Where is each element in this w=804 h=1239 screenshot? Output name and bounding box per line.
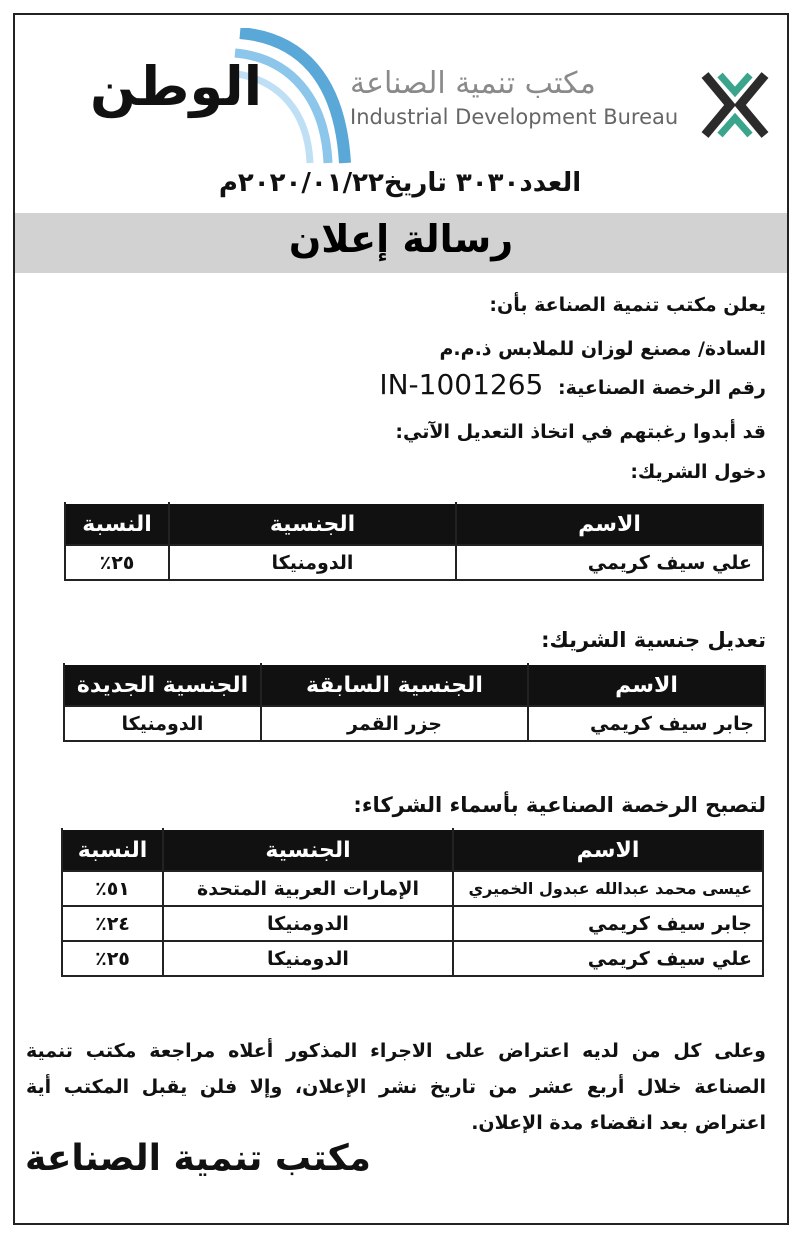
header-nationality: الجنسية <box>163 829 453 871</box>
table-row <box>64 706 765 741</box>
license-label: رقم الرخصة الصناعية: <box>557 377 766 399</box>
header-new-nationality: الجنسية الجديدة <box>64 664 261 706</box>
header-old-nationality: الجنسية السابقة <box>261 664 528 706</box>
partner-nationality: الإمارات العربية المتحدة <box>163 871 453 906</box>
closing-paragraph: وعلى كل من لديه اعتراض على الاجراء المذكور أعلاه مراجعة مكتب تنمية الصناعة خلال أربع عشر من تاريخ نشر الإعلان، وإلا فلن يقبل المكتب أية اعتراض بعد انقضاء مدة الإعلان. <box>26 1040 766 1134</box>
newspaper-logo: الوطن <box>90 55 263 118</box>
partner-name: جابر سيف كريمي <box>453 906 763 941</box>
header-name: الاسم <box>528 664 765 706</box>
intro-line: يعلن مكتب تنمية الصناعة بأن: <box>489 294 766 316</box>
bureau-name-english: Industrial Development Bureau <box>350 105 679 129</box>
header-percent: النسبة <box>65 503 169 545</box>
nationality-change-table <box>63 663 766 742</box>
new-nationality: الدومنيكا <box>64 706 261 741</box>
final-partners-table <box>61 828 764 977</box>
header-percent: النسبة <box>62 829 163 871</box>
partner-nationality: الدومنيكا <box>163 941 453 976</box>
partner-nationality: الدومنيكا <box>163 906 453 941</box>
header-nationality: الجنسية <box>169 503 456 545</box>
table-row <box>62 871 763 906</box>
partner-entry-heading: دخول الشريك: <box>630 461 766 483</box>
partner-percent: ٢٤٪ <box>62 906 163 941</box>
partner-nationality: الدومنيكا <box>169 545 456 580</box>
partner-entry-table <box>64 502 764 581</box>
desire-line: قد أبدوا رغبتهم في اتخاذ التعديل الآتي: <box>395 421 766 443</box>
partner-percent: ٢٥٪ <box>65 545 169 580</box>
final-partners-heading: لتصبح الرخصة الصناعية بأسماء الشركاء: <box>353 793 766 817</box>
partner-name: جابر سيف كريمي <box>528 706 765 741</box>
company-line: السادة/ مصنع لوزان للملابس ذ.م.م <box>439 338 766 360</box>
bureau-logo-icon <box>700 70 770 140</box>
partner-name: عيسى محمد عبدالله عبدول الخميري <box>453 871 763 906</box>
header-name: الاسم <box>456 503 763 545</box>
issue-date-line: العدد٣٠٣٠ تاريخ٢٠٢٠/٠١/٢٢م <box>218 168 582 198</box>
table-row <box>62 906 763 941</box>
partner-percent: ٢٥٪ <box>62 941 163 976</box>
partner-name: علي سيف كريمي <box>456 545 763 580</box>
partner-percent: ٥١٪ <box>62 871 163 906</box>
announcement-title: رسالة إعلان <box>288 217 514 261</box>
header-name: الاسم <box>453 829 763 871</box>
partner-name: علي سيف كريمي <box>453 941 763 976</box>
old-nationality: جزر القمر <box>261 706 528 741</box>
table-row <box>65 545 763 580</box>
nationality-change-heading: تعديل جنسية الشريك: <box>541 628 766 652</box>
table-row <box>62 941 763 976</box>
bureau-name-arabic: مكتب تنمية الصناعة <box>350 66 596 101</box>
signature-bureau: مكتب تنمية الصناعة <box>25 1138 371 1179</box>
license-number: IN-1001265 <box>379 368 544 401</box>
license-line <box>379 368 766 401</box>
